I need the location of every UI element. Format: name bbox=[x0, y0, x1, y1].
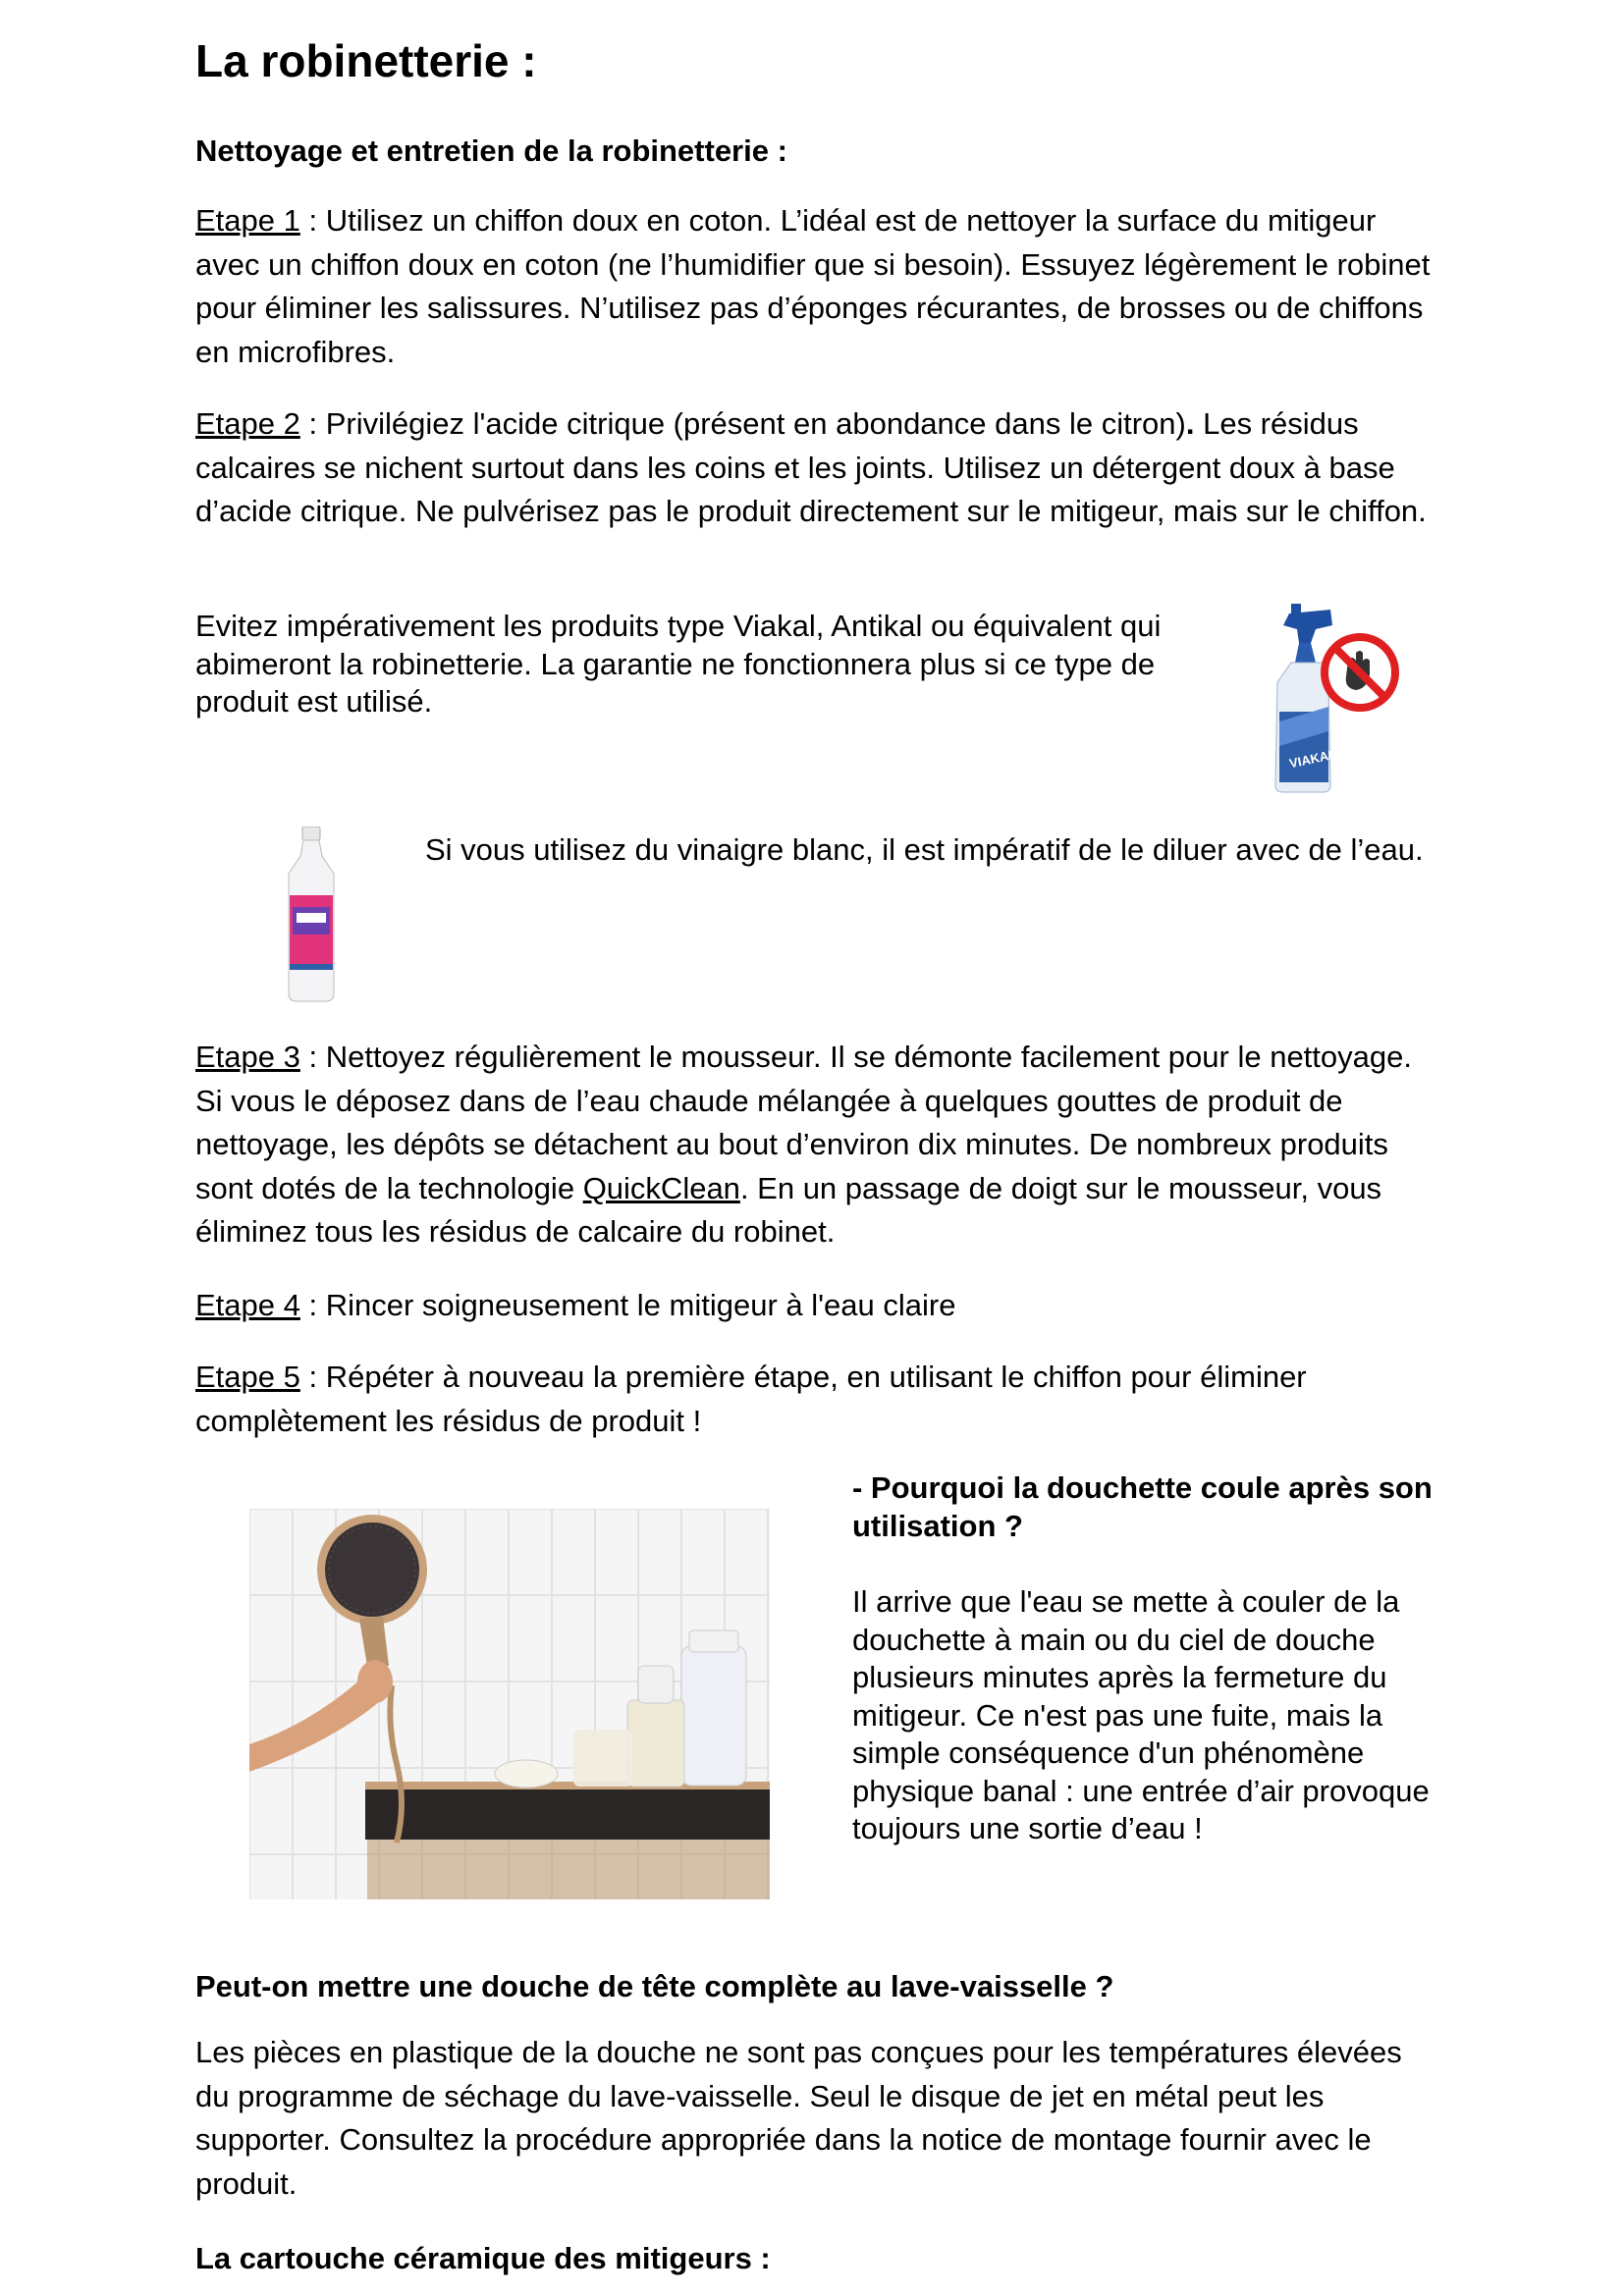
vinegar-note: Si vous utilisez du vinaigre blanc, il est impératif de le diluer avec de l’eau. bbox=[425, 832, 1424, 867]
step-2-bold-period: . bbox=[1185, 406, 1195, 441]
viakal-warning: Evitez impérativement les produits type Viakal, Antikal ou équivalent qui abimeront la robinetterie. La garantie ne fonctionnera plus si ce type de produit est utilisé. bbox=[195, 609, 1162, 719]
step-3-label: Etape 3 bbox=[195, 1040, 300, 1074]
step-4-label: Etape 4 bbox=[195, 1288, 300, 1322]
step-5-label: Etape 5 bbox=[195, 1360, 300, 1394]
viakal-spray-image bbox=[1262, 604, 1399, 795]
step-1-text: : Utilisez un chiffon doux en coton. L’idéal est de nettoyer la surface du mitigeur avec un chiffon doux en coton (ne l’humidifier que si besoin). Essuyez légèrement le robinet pour éliminer les salissures. N’utilisez pas d’éponges récurantes, de brosses ou de chiffons en microfibres. bbox=[195, 203, 1431, 369]
cartouche-heading: La cartouche céramique des mitigeurs : bbox=[195, 2241, 771, 2275]
step-5-paragraph bbox=[195, 1356, 1442, 1443]
step-5-text: : Répéter à nouveau la première étape, en utilisant le chiffon pour éliminer complètement les résidus de produit ! bbox=[195, 1360, 1307, 1438]
step-2-text-a: : Privilégiez l'acide citrique (présent en abondance dans le citron) bbox=[299, 406, 1186, 441]
step-3-text-a: : Nettoyez régulièrement le mousseur. Il se démonte facilement pour le nettoyage. Si vous le déposez dans de l’eau chaude mélangée à quelques gouttes de produit de nettoyage, les dépôts se détachent au bout d’environ dix minutes. De nombreux produits sont dotés de la technologie bbox=[195, 1040, 1412, 1205]
vinegar-bottle-image bbox=[283, 827, 340, 1003]
step-3-paragraph bbox=[195, 1036, 1442, 1255]
hand-shower-photo bbox=[249, 1509, 770, 1899]
step-1-paragraph bbox=[195, 199, 1442, 374]
douchette-text: Il arrive que l'eau se mette à couler de la douchette à main ou du ciel de douche plusieurs minutes après la fermeture du mitigeur. Ce n'est pas une fuite, mais la simple conséquence d'un phénomène physique banal : une entrée d’air provoque toujours une sortie d’eau ! bbox=[852, 1584, 1430, 1845]
step-2-text-b: Les résidus calcaires se nichent surtout dans les coins et les joints. Utilisez un détergent doux à base d’acide citrique. Ne pulvérisez pas le produit directement sur le mitigeur, mais sur le chiffon. bbox=[195, 406, 1427, 528]
page-title: La robinetterie : bbox=[195, 35, 537, 86]
step-4-paragraph bbox=[195, 1284, 1442, 1328]
douchette-heading: - Pourquoi la douchette coule après son utilisation ? bbox=[852, 1470, 1433, 1543]
step-1-label: Etape 1 bbox=[195, 203, 300, 238]
step-2-label: Etape 2 bbox=[195, 406, 300, 441]
section-heading-cleaning: Nettoyage et entretien de la robinetterie : bbox=[195, 133, 787, 168]
step-4-text: : Rincer soigneusement le mitigeur à l'eau claire bbox=[299, 1288, 956, 1322]
dishwasher-text: Les pièces en plastique de la douche ne sont pas conçues pour les températures élevées du programme de séchage du lave-vaisselle. Seul le disque de jet en métal peut les supporter. Consultez la procédure appropriée dans la notice de montage fournir avec le produit. bbox=[195, 2035, 1402, 2201]
quickclean-link[interactable]: QuickClean bbox=[582, 1170, 740, 1205]
step-3-text-b: . En un passage de doigt sur le mousseur, vous éliminez tous les résidus de calcaire du robinet. bbox=[195, 1170, 1382, 1249]
step-2-paragraph bbox=[195, 402, 1442, 534]
viakal-brand-text: VIAKAL bbox=[1287, 746, 1338, 772]
dishwasher-heading: Peut-on mettre une douche de tête complète au lave-vaisselle ? bbox=[195, 1969, 1114, 2003]
